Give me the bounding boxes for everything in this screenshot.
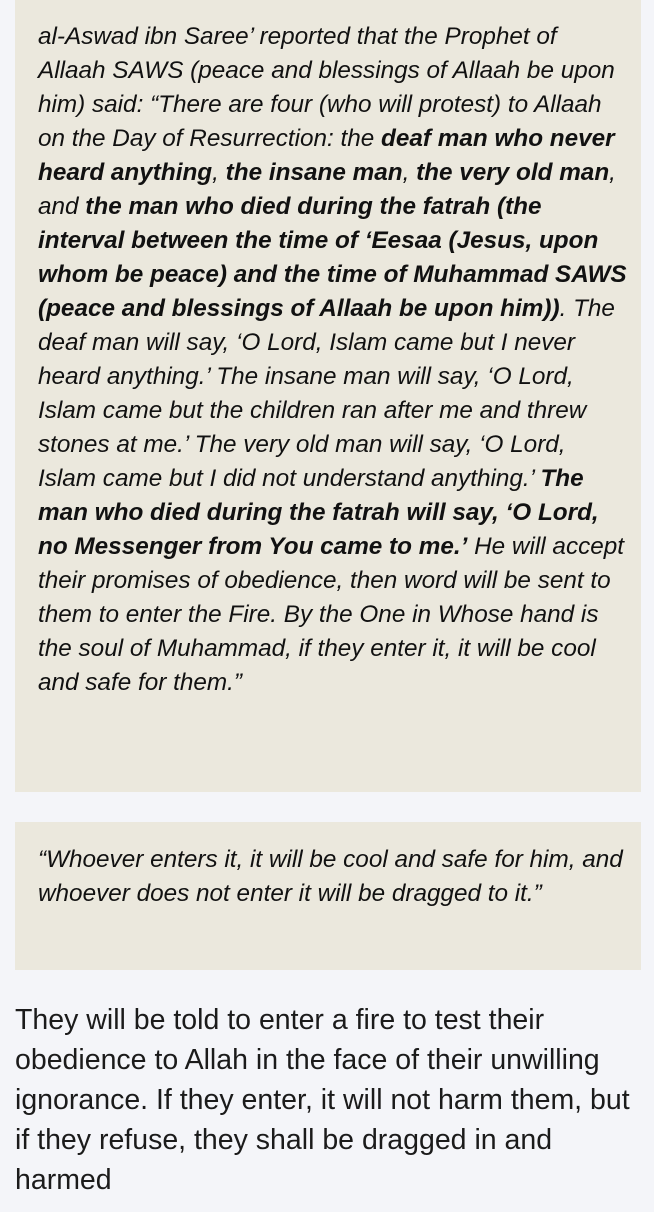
quote-bold-segment: the insane man <box>225 159 403 186</box>
secondary-quote-text: “Whoever enters it, it will be cool and safe for him, and whoever does not enter it will be dragged to it.” <box>38 846 623 907</box>
quote-segment: , and <box>38 159 616 220</box>
quote-segment: . The deaf man will say, ‘O Lord, Islam came but I never heard anything.’ The insane man will say, ‘O Lord, Islam came but the children ran after me and threw stones at me.’ The very old man will say, ‘O Lord, Islam came but I did not understand anything.’ <box>38 295 615 492</box>
quote-bold-segment: The man who died during the fatrah will say, ‘O Lord, no Messenger from You came to me.’ <box>38 465 599 560</box>
quote-bold-segment: deaf man who never heard anything <box>38 125 615 186</box>
hadith-quote-block <box>15 0 641 792</box>
quote-segment: al-Aswad ibn Saree’ reported that the Prophet of Allaah SAWS (peace and blessings of Allaah be upon him) said: “There are four (who will protest) to Allaah on the Day of Resurrection: the <box>38 23 615 152</box>
hadith-quote-text <box>38 20 629 700</box>
quote-segment: , <box>402 159 417 186</box>
quote-segment: , <box>212 159 226 186</box>
quote-segment: He will accept their promises of obedience, then word will be sent to them to enter the Fire. By the One in Whose hand is the soul of Muhammad, if they enter it, it will be cool and safe for them.” <box>38 533 625 696</box>
quote-bold-segment: the man who died during the fatrah (the interval between the time of ‘Eesaa (Jesus, upon whom be peace) and the time of Muhammad SAWS (peace and blessings of Allaah be upon him)) <box>38 193 627 322</box>
explanation-paragraph: They will be told to enter a fire to test their obedience to Allah in the face of their unwilling ignorance. If they enter, it will not harm them, but if they refuse, they shall be dragged in and harmed <box>15 1004 630 1196</box>
secondary-quote-block <box>15 822 641 970</box>
quote-bold-segment: the very old man <box>416 159 610 186</box>
